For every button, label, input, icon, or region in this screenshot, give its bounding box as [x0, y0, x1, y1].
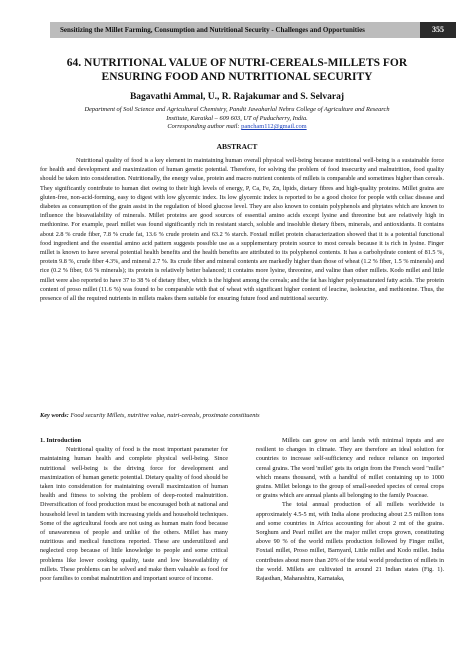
abstract-text: Nutritional quality of food is a key element in maintaining human overall physical well-being because nutritional well-being is a sustainable force for health and development and maximization of human genetic potential. Therefore, for solving the problem of food insecurity and malnutrition, food quality should be taken into consideration. Nutritionally, the energy value, protein and macro nutrient contents of millets is comparable and sometimes higher than cereals. They significantly contribute to human diet owing to their high levels of energy, P, Ca, Fe, Zn, lipids, dietary fibres and high-quality proteins. Millet grains are gluten-free, non-acid-forming, easy to digest with low glycemic index. Its low glycemic index is reported to be a good choice for people with celiac disease and diabetes as consumption of the grain assist in the regulation of blood glucose level. They are also known to contain polyphenols and phytates which are known to influence the bioavailability of minerals. Millet proteins are good sources of essential amino acids except lysine and threonine but are relatively high in methionine. For example, pearl millet was found significantly rich in resistant starch, soluble and insoluble dietary fibers, minerals, and antioxidants. It contains about 2.8 % crude fiber, 7.8 % crude fat, 13.6 % crude protein and 63.2 % starch. Foxtail millet protein characterization showed that it is a potential functional food ingredient and the essential amino acid pattern suggests possible use as a supplementary protein source to most cereals because it is rich in lysine. Finger millet is known to have several potential health benefits and the health benefits are attributed to its polyphenol contents. It has a carbohydrate content of 81.5 %, protein 9.8 %, crude fiber 4.3%, and mineral 2.7 %. Its crude fiber and mineral contents are markedly higher than those of wheat (1.2 % fiber, 1.5 % minerals) and rice (0.2 % fiber, 0.6 % minerals); its protein is relatively better balanced; it contains more lysine, threonine, and valine than other millets. Kodo millet and little millet were also reported to have 37 to 38 % of dietary fiber, which is the highest among the cereals; and the fat has higher polyunsaturated fatty acids. The protein content of proso millet (11.6 %) was found to be comparable with that of wheat with significant higher content of leucine, isoleucine, and methionine. Thus, the presence of all the required nutrients in millets makes them suitable for ensuring future food and nutritional security.: [40, 157, 444, 303]
right-column-paragraph-1: Millets can grow on arid lands with minimal inputs and are resilient to changes in climate. They are therefore an ideal solution for countries to increase self-sufficiency and reduce reliance on imported cereal grains. The word 'millet' gets its origin from the French word "mille" which means thousand, with a handful of millet containing up to 1000 grains. Millet belongs to the group of small-seeded species of cereal crops or grains which are annual plants all belonging to the family Poaceae.: [256, 437, 444, 500]
right-column: [256, 436, 444, 583]
running-header: [0, 22, 474, 38]
paper-title: 64. NUTRITIONAL VALUE OF NUTRI-CEREALS-MILLETS FOR ENSURING FOOD AND NUTRITIONAL SECURITY: [66, 57, 408, 83]
left-column-paragraph: Nutritional quality of food is the most important parameter for maintaining human health and complete physical well-being. Since nutritional well-being is the driving force for development and maximization of human genetic potential. Dietary quality of food should be taken into consideration for maintaining overall maximization of human health and fitness to solving the problem of deep-rooted malnutrition. Diversification of food production must be encouraged both at national and household level in tandem with increasing yields and household techniques. Some of the agricultural foods are not using as human main food because of unawareness of people and unlike of the others. Millet has many nutritious and medical functions reported. These are underutilized and neglected crop because of little knowledge to people and some critical problems like lower cooking quality, taste and low bioavailability of millets. These problems can be solved and make them valuable as food for poor families to combat malnutrition and important source of income.: [40, 446, 228, 583]
keywords-text: Food security Millets, nutritive value, nutri-cereals, proximate constituents: [70, 412, 260, 419]
affiliation: [50, 106, 424, 132]
email-link[interactable]: pancham112@gmail.com: [241, 123, 307, 131]
abstract-heading: ABSTRACT: [216, 142, 258, 151]
keywords: [40, 412, 444, 419]
affiliation-line-2: Institute, Karaikal – 609 603, UT of Puducherry, India.: [166, 114, 308, 122]
keywords-label: Key words:: [40, 412, 69, 419]
right-column-paragraph-2: The total annual production of all millets worldwide is approximately 4.5-5 mt, with India alone producing about 2.5 million tons and some countries in Africa accounting for about 2 mt of the grains. Sorghum and Pearl millet are the major millet crops grown, constituting above 90 % of the world millets production followed by Finger millet, Foxtail millet, Proso millet, Barnyard, Little millet and Kodo millet. India contributes about more than 20% of the total world production of millets in the world. Millets are cultivated in around 21 Indian states (Fig. 1). Rajasthan, Maharashtra, Karnataka,: [256, 501, 444, 583]
affiliation-line-1: Department of Soil Science and Agricultural Chemistry, Pandit Jawaharlal Nehru College of Agriculture and Research: [84, 106, 390, 113]
page-number: 355: [420, 22, 456, 38]
corresponding-label: Corresponding author mail:: [167, 123, 240, 131]
running-title: Sensitizing the Millet Farming, Consumption and Nutritional Security - Challenges and Opportunities: [60, 26, 365, 34]
authors: Bagavathi Ammal, U., R. Rajakumar and S. Selvaraj: [129, 92, 345, 102]
left-column: [40, 436, 228, 583]
section-heading-introduction: 1. Introduction: [40, 437, 82, 444]
corresponding-line: [50, 123, 424, 132]
